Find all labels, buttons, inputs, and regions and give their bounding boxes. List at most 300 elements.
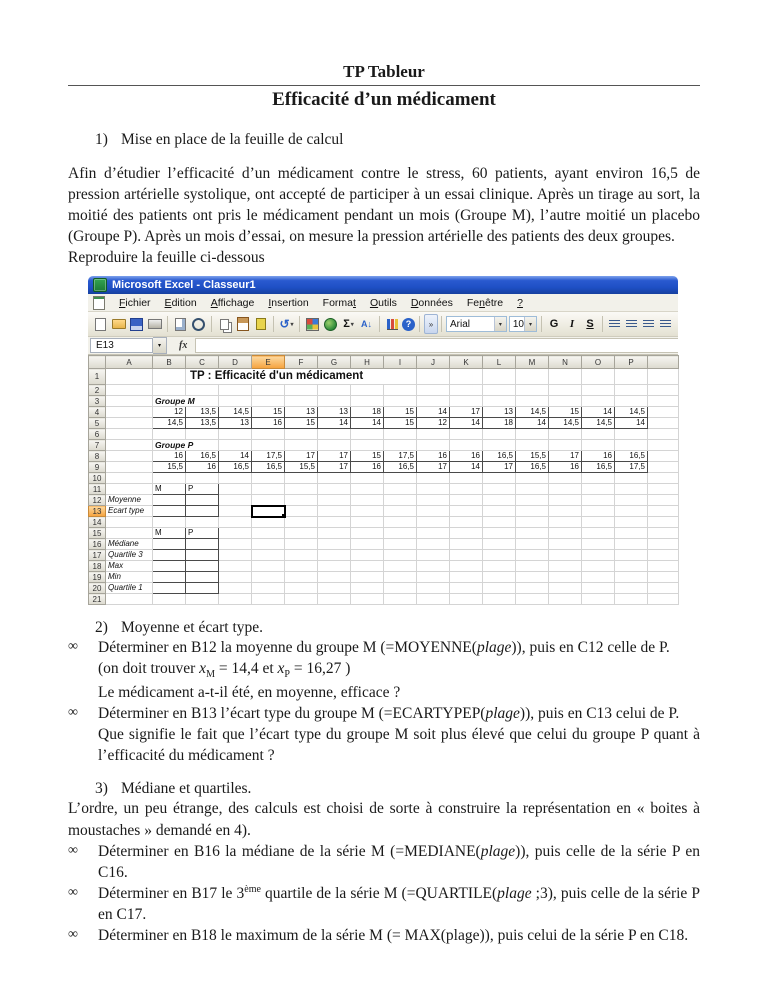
font-name-combo[interactable] bbox=[446, 316, 507, 332]
cell-L6[interactable] bbox=[483, 429, 516, 440]
cell-M7[interactable] bbox=[516, 440, 549, 451]
cell-P14[interactable] bbox=[615, 517, 648, 528]
cell-K17[interactable] bbox=[450, 550, 483, 561]
cell-F6[interactable] bbox=[285, 429, 318, 440]
cell-L17[interactable] bbox=[483, 550, 516, 561]
cell-A2[interactable] bbox=[106, 385, 153, 396]
cell-O13[interactable] bbox=[582, 506, 615, 517]
cell-C18[interactable] bbox=[186, 561, 219, 572]
globe-icon[interactable] bbox=[322, 316, 339, 333]
cell-I16[interactable] bbox=[384, 539, 417, 550]
cell-N1[interactable] bbox=[549, 369, 582, 385]
cell-G20[interactable] bbox=[318, 583, 351, 594]
fx-icon[interactable]: fx bbox=[179, 340, 188, 352]
cell-K9[interactable]: 14 bbox=[450, 462, 483, 473]
menu-donnees[interactable]: Données bbox=[410, 296, 453, 309]
cell-C1[interactable]: TP : Efficacité d'un médicament bbox=[186, 369, 417, 385]
cell-F9[interactable]: 15,5 bbox=[285, 462, 318, 473]
cell-J19[interactable] bbox=[417, 572, 450, 583]
row-header-21[interactable]: 21 bbox=[89, 594, 106, 605]
cell-F15[interactable] bbox=[285, 528, 318, 539]
row-header-13[interactable]: 13 bbox=[89, 506, 106, 517]
cell-J14[interactable] bbox=[417, 517, 450, 528]
cell-B6[interactable] bbox=[153, 429, 186, 440]
align-center-icon[interactable] bbox=[623, 316, 640, 333]
cell-J8[interactable]: 16 bbox=[417, 451, 450, 462]
cell-A4[interactable] bbox=[106, 407, 153, 418]
cell-L19[interactable] bbox=[483, 572, 516, 583]
autosum-icon[interactable]: Σ ▾ bbox=[343, 318, 354, 331]
cell-I21[interactable] bbox=[384, 594, 417, 605]
row-header-19[interactable]: 19 bbox=[89, 572, 106, 583]
cell-B13[interactable] bbox=[153, 506, 186, 517]
cell-L14[interactable] bbox=[483, 517, 516, 528]
cell-J6[interactable] bbox=[417, 429, 450, 440]
cell-G4[interactable]: 13 bbox=[318, 407, 351, 418]
cell-N6[interactable] bbox=[549, 429, 582, 440]
cell-I9[interactable]: 16,5 bbox=[384, 462, 417, 473]
col-header-F[interactable]: F bbox=[285, 356, 318, 369]
cell-P2[interactable] bbox=[615, 385, 648, 396]
new-document-icon[interactable] bbox=[92, 316, 109, 333]
cell-H12[interactable] bbox=[351, 495, 384, 506]
cell-E3[interactable] bbox=[252, 396, 285, 407]
cell-K1[interactable] bbox=[450, 369, 483, 385]
chart-wizard-icon[interactable] bbox=[384, 316, 401, 333]
cell-C6[interactable] bbox=[186, 429, 219, 440]
save-icon[interactable] bbox=[128, 316, 145, 333]
menu-outils[interactable]: Outils bbox=[369, 296, 397, 309]
cell-A14[interactable] bbox=[106, 517, 153, 528]
cell-O17[interactable] bbox=[582, 550, 615, 561]
cell-M1[interactable] bbox=[516, 369, 549, 385]
cell-M10[interactable] bbox=[516, 473, 549, 484]
col-header-N[interactable]: N bbox=[549, 356, 582, 369]
menu-aide[interactable]: ? bbox=[517, 296, 523, 309]
cell-K5[interactable]: 14 bbox=[450, 418, 483, 429]
row-header-9[interactable]: 9 bbox=[89, 462, 106, 473]
cell-H17[interactable] bbox=[351, 550, 384, 561]
cell-P19[interactable] bbox=[615, 572, 648, 583]
cell-K7[interactable] bbox=[450, 440, 483, 451]
cell-D3[interactable] bbox=[219, 396, 252, 407]
cell-B10[interactable] bbox=[153, 473, 186, 484]
cell-G7[interactable] bbox=[318, 440, 351, 451]
cell-G15[interactable] bbox=[318, 528, 351, 539]
row-header-20[interactable]: 20 bbox=[89, 583, 106, 594]
cell-O4[interactable]: 14 bbox=[582, 407, 615, 418]
cell-J15[interactable] bbox=[417, 528, 450, 539]
cell-B5[interactable]: 14,5 bbox=[153, 418, 186, 429]
cell-B21[interactable] bbox=[153, 594, 186, 605]
cell-E2[interactable] bbox=[252, 385, 285, 396]
cell-I17[interactable] bbox=[384, 550, 417, 561]
cell-D6[interactable] bbox=[219, 429, 252, 440]
cell-N20[interactable] bbox=[549, 583, 582, 594]
cell-O21[interactable] bbox=[582, 594, 615, 605]
toolbar-options-icon[interactable]: » bbox=[424, 314, 438, 334]
cell-B2[interactable] bbox=[153, 385, 186, 396]
col-header-K[interactable]: K bbox=[450, 356, 483, 369]
cell-L16[interactable] bbox=[483, 539, 516, 550]
menu-fichier[interactable]: Fichier bbox=[119, 296, 151, 309]
cell-C13[interactable] bbox=[186, 506, 219, 517]
cell-J7[interactable] bbox=[417, 440, 450, 451]
cell-O20[interactable] bbox=[582, 583, 615, 594]
cell-F17[interactable] bbox=[285, 550, 318, 561]
cell-C8[interactable]: 16,5 bbox=[186, 451, 219, 462]
cell-A21[interactable] bbox=[106, 594, 153, 605]
cell-B11[interactable]: M bbox=[153, 484, 186, 495]
row-header-6[interactable]: 6 bbox=[89, 429, 106, 440]
cell-G21[interactable] bbox=[318, 594, 351, 605]
cell-E13[interactable] bbox=[252, 506, 285, 517]
row-header-10[interactable]: 10 bbox=[89, 473, 106, 484]
col-header-C[interactable]: C bbox=[186, 356, 219, 369]
cell-F14[interactable] bbox=[285, 517, 318, 528]
cell-L15[interactable] bbox=[483, 528, 516, 539]
menu-insertion[interactable]: Insertion bbox=[268, 296, 309, 309]
cell-L13[interactable] bbox=[483, 506, 516, 517]
cell-D11[interactable] bbox=[219, 484, 252, 495]
row-header-2[interactable]: 2 bbox=[89, 385, 106, 396]
cell-J5[interactable]: 12 bbox=[417, 418, 450, 429]
cell-D13[interactable] bbox=[219, 506, 252, 517]
cell-M13[interactable] bbox=[516, 506, 549, 517]
cell-O11[interactable] bbox=[582, 484, 615, 495]
cell-C14[interactable] bbox=[186, 517, 219, 528]
cell-C20[interactable] bbox=[186, 583, 219, 594]
cell-M17[interactable] bbox=[516, 550, 549, 561]
cell-D7[interactable] bbox=[219, 440, 252, 451]
cell-D5[interactable]: 13 bbox=[219, 418, 252, 429]
cell-P16[interactable] bbox=[615, 539, 648, 550]
cell-B12[interactable] bbox=[153, 495, 186, 506]
cell-P7[interactable] bbox=[615, 440, 648, 451]
cell-A12[interactable]: Moyenne bbox=[106, 495, 153, 506]
cell-E9[interactable]: 16,5 bbox=[252, 462, 285, 473]
cell-F19[interactable] bbox=[285, 572, 318, 583]
cell-P18[interactable] bbox=[615, 561, 648, 572]
cell-I6[interactable] bbox=[384, 429, 417, 440]
cell-H19[interactable] bbox=[351, 572, 384, 583]
cell-N4[interactable]: 15 bbox=[549, 407, 582, 418]
cell-M20[interactable] bbox=[516, 583, 549, 594]
cell-J13[interactable] bbox=[417, 506, 450, 517]
cell-N7[interactable] bbox=[549, 440, 582, 451]
cell-K18[interactable] bbox=[450, 561, 483, 572]
cell-N21[interactable] bbox=[549, 594, 582, 605]
cell-D14[interactable] bbox=[219, 517, 252, 528]
cell-P9[interactable]: 17,5 bbox=[615, 462, 648, 473]
row-header-15[interactable]: 15 bbox=[89, 528, 106, 539]
cell-C2[interactable] bbox=[186, 385, 219, 396]
cell-C19[interactable] bbox=[186, 572, 219, 583]
cell-H16[interactable] bbox=[351, 539, 384, 550]
cell-C10[interactable] bbox=[186, 473, 219, 484]
cell-K13[interactable] bbox=[450, 506, 483, 517]
cell-D9[interactable]: 16,5 bbox=[219, 462, 252, 473]
cell-B20[interactable] bbox=[153, 583, 186, 594]
cell-M19[interactable] bbox=[516, 572, 549, 583]
cell-D8[interactable]: 14 bbox=[219, 451, 252, 462]
font-size-combo[interactable] bbox=[509, 316, 537, 332]
cell-O6[interactable] bbox=[582, 429, 615, 440]
row-header-16[interactable]: 16 bbox=[89, 539, 106, 550]
cell-I14[interactable] bbox=[384, 517, 417, 528]
cell-F16[interactable] bbox=[285, 539, 318, 550]
cell-O19[interactable] bbox=[582, 572, 615, 583]
row-header-17[interactable]: 17 bbox=[89, 550, 106, 561]
cell-K2[interactable] bbox=[450, 385, 483, 396]
cell-N18[interactable] bbox=[549, 561, 582, 572]
cell-M2[interactable] bbox=[516, 385, 549, 396]
cell-I18[interactable] bbox=[384, 561, 417, 572]
cell-E7[interactable] bbox=[252, 440, 285, 451]
cell-M16[interactable] bbox=[516, 539, 549, 550]
cell-P10[interactable] bbox=[615, 473, 648, 484]
cell-N3[interactable] bbox=[549, 396, 582, 407]
cell-E5[interactable]: 16 bbox=[252, 418, 285, 429]
cell-D15[interactable] bbox=[219, 528, 252, 539]
cell-C5[interactable]: 13,5 bbox=[186, 418, 219, 429]
cell-O5[interactable]: 14,5 bbox=[582, 418, 615, 429]
cell-K10[interactable] bbox=[450, 473, 483, 484]
col-header-A[interactable]: A bbox=[106, 356, 153, 369]
cell-G3[interactable] bbox=[318, 396, 351, 407]
cell-P5[interactable]: 14 bbox=[615, 418, 648, 429]
cell-G12[interactable] bbox=[318, 495, 351, 506]
cell-M14[interactable] bbox=[516, 517, 549, 528]
print-icon[interactable] bbox=[146, 316, 163, 333]
cell-M5[interactable]: 14 bbox=[516, 418, 549, 429]
cell-F10[interactable] bbox=[285, 473, 318, 484]
cell-H5[interactable]: 14 bbox=[351, 418, 384, 429]
bold-button[interactable]: G bbox=[549, 318, 559, 331]
col-header-G[interactable]: G bbox=[318, 356, 351, 369]
cell-A15[interactable] bbox=[106, 528, 153, 539]
cell-F11[interactable] bbox=[285, 484, 318, 495]
cell-P21[interactable] bbox=[615, 594, 648, 605]
cell-J4[interactable]: 14 bbox=[417, 407, 450, 418]
cell-A11[interactable] bbox=[106, 484, 153, 495]
italic-button[interactable]: I bbox=[569, 318, 575, 331]
row-header-18[interactable]: 18 bbox=[89, 561, 106, 572]
row-header-12[interactable]: 12 bbox=[89, 495, 106, 506]
cell-L21[interactable] bbox=[483, 594, 516, 605]
col-header-L[interactable]: L bbox=[483, 356, 516, 369]
cell-A18[interactable]: Max bbox=[106, 561, 153, 572]
cell-E15[interactable] bbox=[252, 528, 285, 539]
cell-H8[interactable]: 15 bbox=[351, 451, 384, 462]
cell-I8[interactable]: 17,5 bbox=[384, 451, 417, 462]
cell-E12[interactable] bbox=[252, 495, 285, 506]
cell-B15[interactable]: M bbox=[153, 528, 186, 539]
cell-J11[interactable] bbox=[417, 484, 450, 495]
cell-M12[interactable] bbox=[516, 495, 549, 506]
cell-P12[interactable] bbox=[615, 495, 648, 506]
cell-E11[interactable] bbox=[252, 484, 285, 495]
cell-J20[interactable] bbox=[417, 583, 450, 594]
cell-H3[interactable] bbox=[351, 396, 384, 407]
cell-M6[interactable] bbox=[516, 429, 549, 440]
cell-D4[interactable]: 14,5 bbox=[219, 407, 252, 418]
cell-L2[interactable] bbox=[483, 385, 516, 396]
cell-K16[interactable] bbox=[450, 539, 483, 550]
cell-I20[interactable] bbox=[384, 583, 417, 594]
cell-A6[interactable] bbox=[106, 429, 153, 440]
cell-B17[interactable] bbox=[153, 550, 186, 561]
cell-F20[interactable] bbox=[285, 583, 318, 594]
cell-O3[interactable] bbox=[582, 396, 615, 407]
cell-A9[interactable] bbox=[106, 462, 153, 473]
cell-A7[interactable] bbox=[106, 440, 153, 451]
cell-I13[interactable] bbox=[384, 506, 417, 517]
copy-icon[interactable] bbox=[216, 316, 233, 333]
cell-A8[interactable] bbox=[106, 451, 153, 462]
cell-O8[interactable]: 16 bbox=[582, 451, 615, 462]
cell-N16[interactable] bbox=[549, 539, 582, 550]
cell-D18[interactable] bbox=[219, 561, 252, 572]
cell-D20[interactable] bbox=[219, 583, 252, 594]
cell-E20[interactable] bbox=[252, 583, 285, 594]
cell-G17[interactable] bbox=[318, 550, 351, 561]
cell-N11[interactable] bbox=[549, 484, 582, 495]
cell-G10[interactable] bbox=[318, 473, 351, 484]
cell-P8[interactable]: 16,5 bbox=[615, 451, 648, 462]
col-header-I[interactable]: I bbox=[384, 356, 417, 369]
cell-L10[interactable] bbox=[483, 473, 516, 484]
cell-F5[interactable]: 15 bbox=[285, 418, 318, 429]
name-box[interactable]: E13 bbox=[90, 338, 153, 353]
col-header-E[interactable]: E bbox=[252, 356, 285, 369]
sort-ascending-icon[interactable]: A↓ bbox=[361, 319, 372, 330]
row-header-8[interactable]: 8 bbox=[89, 451, 106, 462]
merge-center-icon[interactable] bbox=[657, 316, 674, 333]
cell-O10[interactable] bbox=[582, 473, 615, 484]
cell-I12[interactable] bbox=[384, 495, 417, 506]
row-header-11[interactable]: 11 bbox=[89, 484, 106, 495]
cell-H21[interactable] bbox=[351, 594, 384, 605]
row-header-7[interactable]: 7 bbox=[89, 440, 106, 451]
cell-J17[interactable] bbox=[417, 550, 450, 561]
cell-K14[interactable] bbox=[450, 517, 483, 528]
cell-F2[interactable] bbox=[285, 385, 318, 396]
cell-L1[interactable] bbox=[483, 369, 516, 385]
cell-J1[interactable] bbox=[417, 369, 450, 385]
cell-L9[interactable]: 17 bbox=[483, 462, 516, 473]
cell-K3[interactable] bbox=[450, 396, 483, 407]
underline-button[interactable]: S bbox=[586, 318, 594, 331]
cell-I11[interactable] bbox=[384, 484, 417, 495]
cell-B16[interactable] bbox=[153, 539, 186, 550]
cell-M3[interactable] bbox=[516, 396, 549, 407]
cell-N15[interactable] bbox=[549, 528, 582, 539]
cell-O1[interactable] bbox=[582, 369, 615, 385]
cell-A10[interactable] bbox=[106, 473, 153, 484]
cell-E19[interactable] bbox=[252, 572, 285, 583]
cell-C17[interactable] bbox=[186, 550, 219, 561]
cell-E21[interactable] bbox=[252, 594, 285, 605]
cell-M4[interactable]: 14,5 bbox=[516, 407, 549, 418]
cell-F3[interactable] bbox=[285, 396, 318, 407]
cell-C9[interactable]: 16 bbox=[186, 462, 219, 473]
cell-I7[interactable] bbox=[384, 440, 417, 451]
cell-P6[interactable] bbox=[615, 429, 648, 440]
cell-M21[interactable] bbox=[516, 594, 549, 605]
cell-O9[interactable]: 16,5 bbox=[582, 462, 615, 473]
cell-H10[interactable] bbox=[351, 473, 384, 484]
cell-B18[interactable] bbox=[153, 561, 186, 572]
cell-L8[interactable]: 16,5 bbox=[483, 451, 516, 462]
cell-P15[interactable] bbox=[615, 528, 648, 539]
cell-I4[interactable]: 15 bbox=[384, 407, 417, 418]
undo-icon[interactable]: ↺ ▾ bbox=[279, 317, 294, 332]
cell-F13[interactable] bbox=[285, 506, 318, 517]
cell-C11[interactable]: P bbox=[186, 484, 219, 495]
namebox-dropdown-icon[interactable]: ▾ bbox=[153, 337, 167, 354]
cell-B4[interactable]: 12 bbox=[153, 407, 186, 418]
cell-K19[interactable] bbox=[450, 572, 483, 583]
cell-H11[interactable] bbox=[351, 484, 384, 495]
open-folder-icon[interactable] bbox=[110, 316, 127, 333]
cell-B9[interactable]: 15,5 bbox=[153, 462, 186, 473]
cell-O16[interactable] bbox=[582, 539, 615, 550]
row-header-4[interactable]: 4 bbox=[89, 407, 106, 418]
cell-N5[interactable]: 14,5 bbox=[549, 418, 582, 429]
cell-N19[interactable] bbox=[549, 572, 582, 583]
cell-H15[interactable] bbox=[351, 528, 384, 539]
cell-I10[interactable] bbox=[384, 473, 417, 484]
cell-N12[interactable] bbox=[549, 495, 582, 506]
cell-A20[interactable]: Quartile 1 bbox=[106, 583, 153, 594]
cell-E6[interactable] bbox=[252, 429, 285, 440]
cell-B3[interactable]: Groupe M bbox=[153, 396, 219, 407]
cell-F18[interactable] bbox=[285, 561, 318, 572]
cell-K4[interactable]: 17 bbox=[450, 407, 483, 418]
cell-G18[interactable] bbox=[318, 561, 351, 572]
cell-I3[interactable] bbox=[384, 396, 417, 407]
cell-I15[interactable] bbox=[384, 528, 417, 539]
cell-C4[interactable]: 13,5 bbox=[186, 407, 219, 418]
cell-P11[interactable] bbox=[615, 484, 648, 495]
paste-icon[interactable] bbox=[234, 316, 251, 333]
cell-L7[interactable] bbox=[483, 440, 516, 451]
row-header-14[interactable]: 14 bbox=[89, 517, 106, 528]
cell-L4[interactable]: 13 bbox=[483, 407, 516, 418]
cell-P20[interactable] bbox=[615, 583, 648, 594]
cell-B14[interactable] bbox=[153, 517, 186, 528]
cell-I5[interactable]: 15 bbox=[384, 418, 417, 429]
cell-G2[interactable] bbox=[318, 385, 351, 396]
cell-J2[interactable] bbox=[417, 385, 450, 396]
cell-O14[interactable] bbox=[582, 517, 615, 528]
cell-N9[interactable]: 16 bbox=[549, 462, 582, 473]
cell-M15[interactable] bbox=[516, 528, 549, 539]
chevron-down-icon[interactable]: ▾ bbox=[494, 317, 506, 331]
cell-B19[interactable] bbox=[153, 572, 186, 583]
cell-M18[interactable] bbox=[516, 561, 549, 572]
row-header-3[interactable]: 3 bbox=[89, 396, 106, 407]
col-header-B[interactable]: B bbox=[153, 356, 186, 369]
cell-G13[interactable] bbox=[318, 506, 351, 517]
cell-B1[interactable] bbox=[153, 369, 186, 385]
cell-L20[interactable] bbox=[483, 583, 516, 594]
menu-edition[interactable]: Edition bbox=[164, 296, 197, 309]
menu-format[interactable]: Format bbox=[322, 296, 356, 309]
help-icon[interactable]: ? bbox=[402, 318, 415, 331]
cell-E10[interactable] bbox=[252, 473, 285, 484]
